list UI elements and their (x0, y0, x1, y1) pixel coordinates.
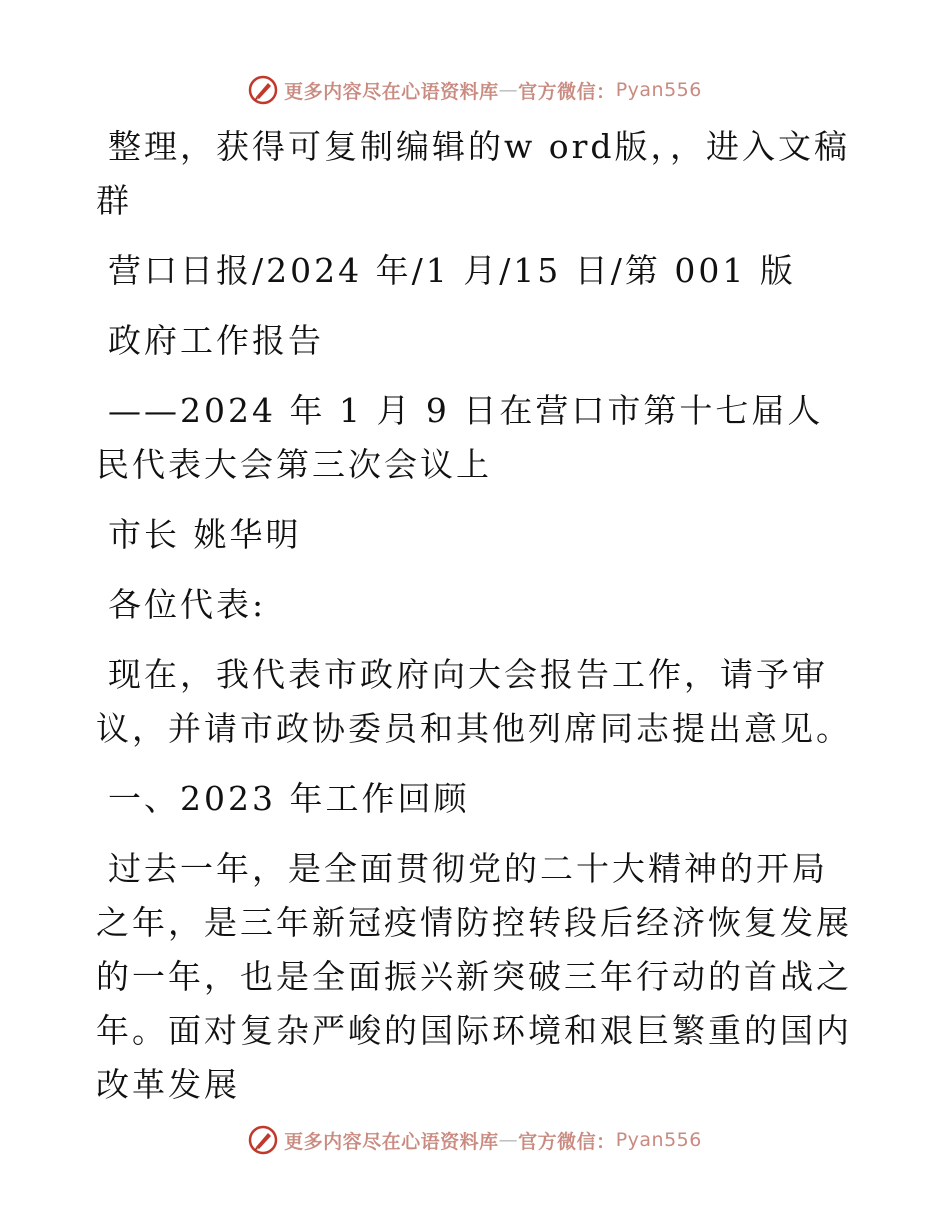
section-heading: 一、2023 年工作回顾 (108, 779, 470, 818)
author-line: 市长 姚华明 (108, 515, 302, 554)
watermark-main-text: 更多内容尽在心语资料库 (284, 80, 499, 103)
watermark-wechat-id: Pyan556 (615, 79, 702, 101)
watermark-dash: — (498, 1129, 519, 1151)
watermark-dash: — (498, 79, 519, 101)
intro-note: 整理，获得可复制编辑的w ord版，，进入文稿群 (96, 127, 851, 220)
source-line: 营口日报/2024 年/1 月/15 日/第 001 版 (108, 251, 796, 290)
body-paragraph: 过去一年，是全面贯彻党的二十大精神的开局之年，是三年新冠疫情防控转段后经济恢复发展的一年，也是全面振兴新突破三年行动的首战之年。面对复杂严峻的国际环境和艰巨繁重的国内改革发展 (96, 849, 852, 1104)
report-subtitle: ——2024 年 1 月 9 日在营口市第十七届人民代表大会第三次会议上 (96, 391, 824, 484)
pen-logo-icon (248, 1125, 278, 1155)
watermark-wechat-id: Pyan556 (615, 1129, 702, 1151)
pen-logo-icon (248, 75, 278, 105)
watermark-wechat-label: 官方微信： (518, 1130, 616, 1153)
footer-watermark (0, 1120, 950, 1160)
watermark-wechat-label: 官方微信： (518, 80, 616, 103)
opening-paragraph: 现在，我代表市政府向大会报告工作，请予审议，并请市政协委员和其他列席同志提出意见。 (96, 655, 852, 748)
watermark-main-text: 更多内容尽在心语资料库 (284, 1130, 499, 1153)
salutation: 各位代表: (108, 585, 267, 624)
document-body (96, 120, 856, 1128)
report-title: 政府工作报告 (108, 321, 324, 360)
header-watermark (0, 70, 950, 110)
